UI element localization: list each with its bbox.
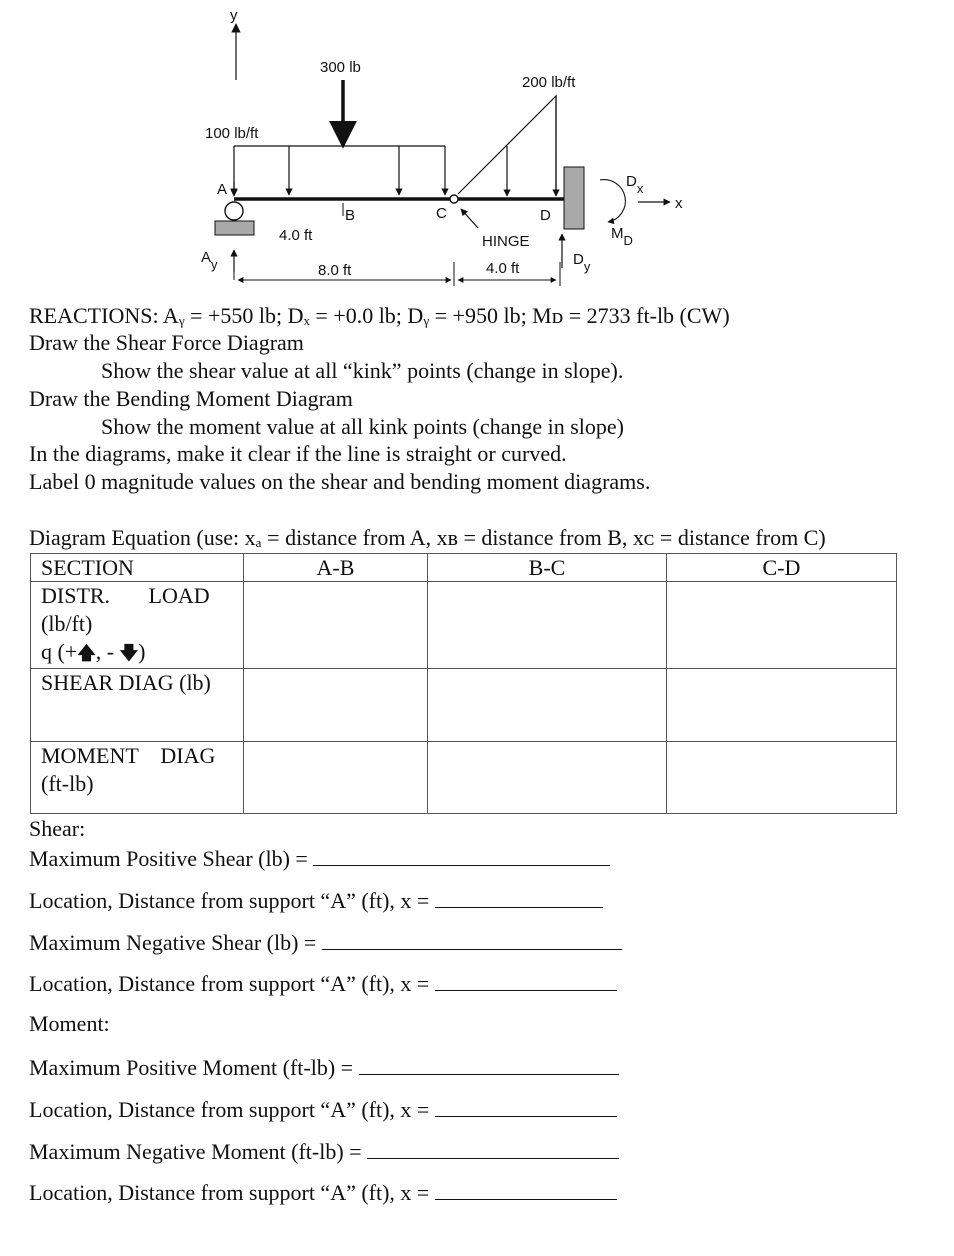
md-label: MD	[611, 225, 633, 248]
arrow-down-icon: 🡇	[119, 643, 139, 664]
cell-shear-cd[interactable]	[667, 669, 897, 742]
point-c-label: C	[436, 205, 447, 222]
location-1: Location, Distance from support “A” (ft), x =	[29, 885, 603, 915]
diagram-table	[30, 553, 897, 814]
header-ab: A-B	[244, 554, 428, 582]
dim-ac-label: 8.0 ft	[318, 262, 352, 279]
max-negative-moment-blank[interactable]	[367, 1136, 619, 1159]
cell-load-ab[interactable]	[244, 582, 428, 669]
max-positive-shear-blank[interactable]	[313, 843, 610, 866]
uniform-load-label: 100 lb/ft	[205, 125, 259, 142]
table-row-moment	[31, 742, 897, 814]
table-row-load	[31, 582, 897, 669]
moment-heading: Moment:	[29, 1011, 110, 1036]
y-axis-label: y	[230, 7, 238, 24]
dx-label: Dx	[626, 173, 644, 196]
cell-shear-bc[interactable]	[428, 669, 667, 742]
shear-detail: Show the shear value at all “kink” points (change in slope).	[101, 358, 624, 383]
triangular-load-label: 200 lb/ft	[522, 74, 576, 91]
cell-moment-ab[interactable]	[244, 742, 428, 814]
ay-label: Ay	[201, 249, 218, 272]
roller-base-a	[215, 221, 254, 235]
x-axis-label: x	[675, 195, 683, 212]
hinge-pointer-arrow	[461, 209, 478, 228]
hinge-label: HINGE	[482, 233, 530, 250]
table-row-shear	[31, 669, 897, 742]
cell-shear-ab[interactable]	[244, 669, 428, 742]
md-moment-arrow	[600, 180, 625, 222]
max-negative-shear: Maximum Negative Shear (lb) =	[29, 927, 622, 957]
cell-load-cd[interactable]	[667, 582, 897, 669]
dim-ab-label: 4.0 ft	[279, 227, 313, 244]
beam-figure	[0, 0, 954, 300]
fixed-wall-d	[564, 167, 584, 229]
straight-curved-note: In the diagrams, make it clear if the line is straight or curved.	[29, 441, 567, 466]
max-positive-moment: Maximum Positive Moment (ft-lb) =	[29, 1052, 619, 1082]
location-4: Location, Distance from support “A” (ft), x =	[29, 1177, 617, 1207]
location-3-blank[interactable]	[435, 1094, 617, 1117]
dy-label: Dy	[573, 251, 591, 274]
hinge-c	[450, 195, 458, 203]
cell-moment-cd[interactable]	[667, 742, 897, 814]
triangular-load-arrows	[507, 96, 556, 196]
max-positive-shear: Maximum Positive Shear (lb) =	[29, 843, 610, 873]
row-label-load: DISTR. LOAD (lb/ft) q (+🡅, - 🡇)	[31, 582, 244, 669]
cell-load-bc[interactable]	[428, 582, 667, 669]
arrow-up-icon: 🡅	[77, 643, 96, 664]
location-1-blank[interactable]	[435, 885, 603, 908]
header-section: SECTION	[31, 554, 244, 582]
reactions-text: REACTIONS: Aᵧ = +550 lb; Dₓ = +0.0 lb; Dᵧ = +950 lb; Mᴅ = 2733 ft-lb (CW)	[29, 303, 730, 328]
max-negative-shear-blank[interactable]	[322, 927, 622, 950]
location-2-blank[interactable]	[435, 968, 617, 991]
max-negative-moment: Maximum Negative Moment (ft-lb) =	[29, 1136, 619, 1166]
label-zero-note: Label 0 magnitude values on the shear and bending moment diagrams.	[29, 469, 651, 494]
point-load-label: 300 lb	[320, 59, 361, 76]
shear-title: Draw the Shear Force Diagram	[29, 330, 304, 355]
location-3: Location, Distance from support “A” (ft), x =	[29, 1094, 617, 1124]
cell-moment-bc[interactable]	[428, 742, 667, 814]
header-cd: C-D	[667, 554, 897, 582]
point-d-label: D	[540, 207, 551, 224]
max-positive-moment-blank[interactable]	[359, 1052, 619, 1075]
shear-heading: Shear:	[29, 816, 86, 841]
moment-detail: Show the moment value at all kink points (change in slope)	[101, 414, 625, 439]
point-a-label: A	[217, 181, 228, 198]
moment-title: Draw the Bending Moment Diagram	[29, 386, 353, 411]
header-bc: B-C	[428, 554, 667, 582]
roller-support-a	[225, 202, 243, 220]
row-label-moment: MOMENT DIAG (ft-lb)	[31, 742, 244, 814]
location-4-blank[interactable]	[435, 1177, 617, 1200]
location-2: Location, Distance from support “A” (ft), x =	[29, 968, 617, 998]
uniform-load-arrows	[234, 146, 445, 195]
row-label-shear: SHEAR DIAG (lb)	[31, 669, 244, 742]
table-header-row	[31, 554, 897, 582]
point-b-label: B	[345, 207, 356, 224]
equation-note: Diagram Equation (use: xₐ = distance from A, xʙ = distance from B, xᴄ = distance from C)	[29, 525, 826, 550]
dim-cd-label: 4.0 ft	[486, 260, 520, 277]
